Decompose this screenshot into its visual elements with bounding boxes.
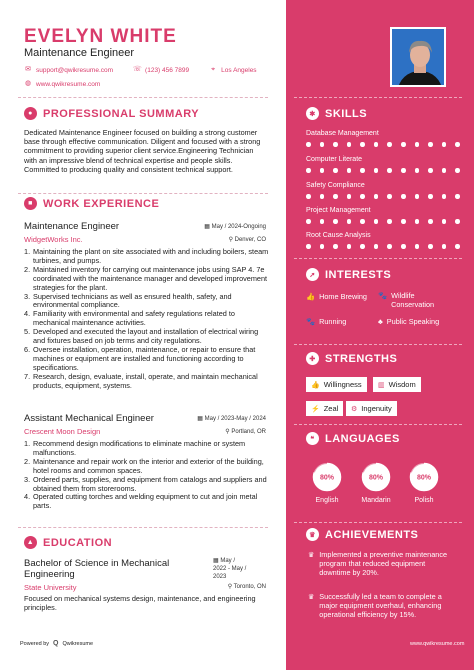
rating-dot bbox=[306, 219, 311, 224]
rating-dot bbox=[360, 244, 365, 249]
list-item: Familiarity with environmental and safety regulations related to mechanical maintenance activities. bbox=[33, 309, 235, 328]
rating-dot bbox=[455, 244, 460, 249]
school-name: State University bbox=[24, 583, 77, 592]
language-name: Polish bbox=[414, 497, 434, 504]
graduation-cap-icon: ▲ bbox=[24, 536, 37, 549]
pin-icon: ⚲ bbox=[227, 584, 234, 590]
summary-heading bbox=[24, 107, 199, 120]
rating-dot bbox=[387, 244, 392, 249]
rating-dot bbox=[320, 168, 325, 173]
experience-heading-text: WORK EXPERIENCE bbox=[43, 197, 160, 210]
rating-dot bbox=[415, 219, 420, 224]
interest-item: 🐾 Wildlife Conservation bbox=[378, 291, 435, 309]
strength-tag: ▥ Wisdom bbox=[373, 377, 421, 392]
powered-by-text: Powered by bbox=[20, 640, 50, 647]
rating-dot bbox=[347, 168, 352, 173]
language-name: Mandarin bbox=[361, 497, 391, 504]
achievement-item: ♛ Implemented a preventive maintenance program that reduced equipment downtime by 20%. bbox=[308, 550, 448, 577]
list-item: Supervised technicians as well as ensured health, safety, and environmental compliance. bbox=[33, 291, 232, 310]
language-ring bbox=[409, 462, 439, 492]
degree-title: Bachelor of Science in Mechanical Engineering bbox=[24, 558, 170, 580]
phone-icon: ☏ bbox=[133, 66, 142, 73]
rating-dot bbox=[320, 244, 325, 249]
rating-dot bbox=[442, 219, 447, 224]
rating-dot bbox=[374, 142, 379, 147]
skills-heading-text: SKILLS bbox=[325, 107, 368, 120]
rating-dot bbox=[401, 244, 406, 249]
interests-divider bbox=[294, 258, 462, 259]
brand-text[interactable]: Qwikresume bbox=[62, 640, 94, 647]
rating-dot bbox=[442, 194, 447, 199]
rating-dot bbox=[455, 219, 460, 224]
user-icon: ● bbox=[24, 107, 37, 120]
rating-dot bbox=[360, 194, 365, 199]
education-date: ▦ May / 2022 - May / 2023 bbox=[213, 558, 247, 580]
skill-name: Safety Compliance bbox=[306, 182, 365, 189]
summary-divider bbox=[18, 193, 268, 194]
language-ring bbox=[312, 462, 342, 492]
rating-dot bbox=[455, 194, 460, 199]
qwikresume-logo-icon: Q bbox=[53, 640, 59, 647]
svg-text:80%: 80% bbox=[319, 474, 335, 482]
rating-dot bbox=[415, 244, 420, 249]
education-heading bbox=[24, 536, 112, 549]
language-name: English bbox=[315, 497, 339, 504]
rating-dot bbox=[428, 244, 433, 249]
list-item: Maintenance and repair work on the interior and exterior of the building, hotel rooms and common spaces. bbox=[33, 456, 264, 475]
job-bullets bbox=[24, 440, 270, 511]
job-title: Assistant Mechanical Engineer bbox=[24, 413, 154, 424]
puzzle-icon: ✚ bbox=[306, 352, 319, 365]
powered-by bbox=[20, 640, 93, 647]
trophy-icon: ♛ bbox=[308, 594, 315, 601]
skill-rating bbox=[306, 219, 460, 224]
rating-dot bbox=[387, 142, 392, 147]
phone-text[interactable]: (123) 456 7899 bbox=[145, 66, 190, 74]
rating-dot bbox=[347, 142, 352, 147]
pin-icon: ⚲ bbox=[228, 237, 235, 243]
rating-dot bbox=[306, 194, 311, 199]
languages-divider bbox=[294, 424, 462, 425]
rating-dot bbox=[442, 244, 447, 249]
svg-text:80%: 80% bbox=[368, 474, 384, 482]
interest-item: 🐾 Running bbox=[306, 317, 347, 326]
skill-rating bbox=[306, 194, 460, 199]
rating-dot bbox=[428, 219, 433, 224]
languages-heading bbox=[306, 432, 400, 445]
skill-rating bbox=[306, 168, 460, 173]
gear-icon: ⚙ bbox=[351, 405, 358, 413]
briefcase-icon: ■ bbox=[24, 197, 37, 210]
rating-dot bbox=[360, 219, 365, 224]
rating-dot bbox=[347, 244, 352, 249]
list-item: Recommend design modifications to eliminate machine or system malfunctions. bbox=[33, 439, 246, 457]
job-date: ▦ May / 2023-May / 2024 bbox=[197, 416, 266, 422]
rating-dot bbox=[333, 244, 338, 249]
rating-dot bbox=[442, 142, 447, 147]
experience-divider bbox=[18, 527, 268, 528]
job-date: ▦ May / 2024-Ongoing bbox=[204, 224, 266, 230]
website-text[interactable]: www.qwikresume.com bbox=[36, 80, 101, 88]
list-item: Operated cutting torches and welding equipment to cut and join metal parts. bbox=[33, 492, 258, 511]
list-item: Ordered parts, supplies, and equipment from catalogs and suppliers and obtained them from storerooms. bbox=[33, 474, 267, 493]
experience-heading bbox=[24, 197, 159, 210]
job-location: ⚲ Portland, OR bbox=[225, 429, 266, 435]
rating-dot bbox=[333, 142, 338, 147]
rating-dot bbox=[306, 142, 311, 147]
strengths-heading bbox=[306, 352, 397, 365]
list-item: Research, design, evaluate, install, operate, and maintain mechanical products, equipment, systems. bbox=[33, 371, 258, 390]
rating-dot bbox=[374, 244, 379, 249]
paw-icon: 🐾 bbox=[378, 291, 388, 300]
skills-heading bbox=[306, 107, 367, 120]
rating-dot bbox=[347, 219, 352, 224]
interests-heading-text: INTERESTS bbox=[325, 268, 392, 281]
achievements-heading bbox=[306, 528, 418, 541]
languages-heading-text: LANGUAGES bbox=[325, 432, 400, 445]
rating-dot bbox=[347, 194, 352, 199]
bolt-icon: ⚡ bbox=[311, 405, 320, 413]
speaker-icon: ♣ bbox=[378, 317, 383, 326]
running-icon: 🐾 bbox=[306, 317, 316, 326]
job-company: WidgetWorks Inc. bbox=[24, 235, 83, 244]
achievements-divider bbox=[294, 522, 462, 523]
rating-dot bbox=[428, 194, 433, 199]
strength-tag: ⚙ Ingenuity bbox=[346, 401, 397, 416]
email-text[interactable]: support@qwikresume.com bbox=[36, 66, 114, 74]
job-bullets bbox=[24, 248, 270, 391]
interest-item: 👍 Home Brewing bbox=[306, 292, 367, 301]
pin-icon: ⚲ bbox=[225, 429, 232, 435]
rocket-icon: ➚ bbox=[306, 268, 319, 281]
book-icon: ▥ bbox=[378, 381, 385, 389]
skill-name: Project Management bbox=[306, 207, 371, 214]
skills-top-divider bbox=[294, 97, 462, 98]
skill-rating bbox=[306, 244, 460, 249]
list-item: Maintaining the plant on site associated with and including boilers, steam turbines, and pumps. bbox=[33, 247, 269, 265]
interests-heading bbox=[306, 268, 391, 281]
rating-dot bbox=[333, 168, 338, 173]
location-text: Los Angeles bbox=[221, 66, 257, 74]
calendar-icon: ▦ bbox=[213, 558, 221, 564]
rating-dot bbox=[320, 219, 325, 224]
summary-heading-text: PROFESSIONAL SUMMARY bbox=[43, 107, 200, 120]
rating-dot bbox=[455, 142, 460, 147]
contact-line bbox=[24, 66, 257, 74]
rating-dot bbox=[415, 142, 420, 147]
rating-dot bbox=[428, 168, 433, 173]
rating-dot bbox=[333, 194, 338, 199]
rating-dot bbox=[360, 142, 365, 147]
rating-dot bbox=[360, 168, 365, 173]
calendar-icon: ▦ bbox=[204, 224, 212, 230]
rating-dot bbox=[306, 168, 311, 173]
rating-dot bbox=[320, 194, 325, 199]
list-item: Developed and executed the layout and installation of electrical wiring and fixtures based on job terms and city regulations. bbox=[33, 327, 259, 346]
summary-text: Dedicated Maintenance Engineer focused on building a strong customer base through effective communication. Diligent and focused with a strong commitment to providing superior client service.Engineering Technician with an impressive blend of technical expertise and people skills. Committed to producing quality and consistent technical support. bbox=[24, 128, 261, 174]
rating-dot bbox=[401, 194, 406, 199]
rating-dot bbox=[401, 142, 406, 147]
location-icon: ⌖ bbox=[211, 66, 216, 73]
skill-name: Database Management bbox=[306, 130, 379, 137]
rating-dot bbox=[306, 244, 311, 249]
rating-dot bbox=[415, 194, 420, 199]
rating-dot bbox=[455, 168, 460, 173]
rating-dot bbox=[387, 194, 392, 199]
candidate-name: EVELYN WHITE bbox=[24, 26, 177, 47]
interest-item: ♣ Public Speaking bbox=[378, 317, 440, 326]
rating-dot bbox=[387, 168, 392, 173]
strengths-divider bbox=[294, 344, 462, 345]
strength-tag: 👍 Willingness bbox=[306, 377, 367, 392]
job-company: Crescent Moon Design bbox=[24, 427, 101, 436]
translate-icon: ❝ bbox=[306, 432, 319, 445]
list-item: Oversee installation, operation, maintenance, or repair to ensure that machines or equipment are installed and functioning according to specifications. bbox=[33, 344, 256, 372]
thumbs-up-icon: 👍 bbox=[311, 381, 320, 389]
skill-name: Computer Literate bbox=[306, 156, 363, 163]
rating-dot bbox=[387, 219, 392, 224]
header-divider bbox=[18, 97, 268, 98]
education-description: Focused on mechanical systems design, maintenance, and engineering principles. bbox=[24, 594, 256, 613]
achievement-item: ♛ Successfully led a team to complete a major equipment overhaul, enhancing operational efficiency by 15%. bbox=[308, 592, 442, 619]
avatar bbox=[392, 29, 446, 87]
rating-dot bbox=[442, 168, 447, 173]
rating-dot bbox=[320, 142, 325, 147]
website-line bbox=[24, 80, 100, 88]
rating-dot bbox=[401, 168, 406, 173]
email-icon: ✉ bbox=[25, 66, 31, 73]
trophy-icon: ♛ bbox=[308, 552, 315, 559]
rating-dot bbox=[428, 142, 433, 147]
language-ring bbox=[361, 462, 391, 492]
strengths-heading-text: STRENGTHS bbox=[325, 352, 398, 365]
trophy-icon: ♛ bbox=[306, 528, 319, 541]
globe-icon: ◍ bbox=[24, 80, 32, 87]
job-location: ⚲ Denver, CO bbox=[228, 237, 266, 243]
rating-dot bbox=[401, 219, 406, 224]
strength-tag: ⚡ Zeal bbox=[306, 401, 343, 416]
footer-site[interactable]: www.qwikresume.com bbox=[410, 641, 465, 647]
calendar-icon: ▦ bbox=[197, 416, 205, 422]
rating-dot bbox=[415, 168, 420, 173]
achievements-heading-text: ACHIEVEMENTS bbox=[325, 528, 419, 541]
rating-dot bbox=[374, 168, 379, 173]
rating-dot bbox=[374, 194, 379, 199]
candidate-role: Maintenance Engineer bbox=[24, 47, 135, 59]
lightbulb-icon: ✱ bbox=[306, 107, 319, 120]
school-location: ⚲ Toronto, ON bbox=[227, 584, 266, 590]
skill-name: Root Cause Analysis bbox=[306, 232, 371, 239]
job-title: Maintenance Engineer bbox=[24, 221, 120, 232]
thumbs-up-icon: 👍 bbox=[306, 292, 316, 301]
list-item: Maintained inventory for carrying out maintenance jobs using SAP 4. 7e coordinated with the maintenance manager and developed improvement strategies for the plant. bbox=[33, 264, 268, 292]
skill-rating bbox=[306, 142, 460, 147]
rating-dot bbox=[333, 219, 338, 224]
education-heading-text: EDUCATION bbox=[43, 536, 113, 549]
svg-text:80%: 80% bbox=[416, 474, 432, 482]
profile-photo bbox=[390, 27, 446, 87]
rating-dot bbox=[374, 219, 379, 224]
